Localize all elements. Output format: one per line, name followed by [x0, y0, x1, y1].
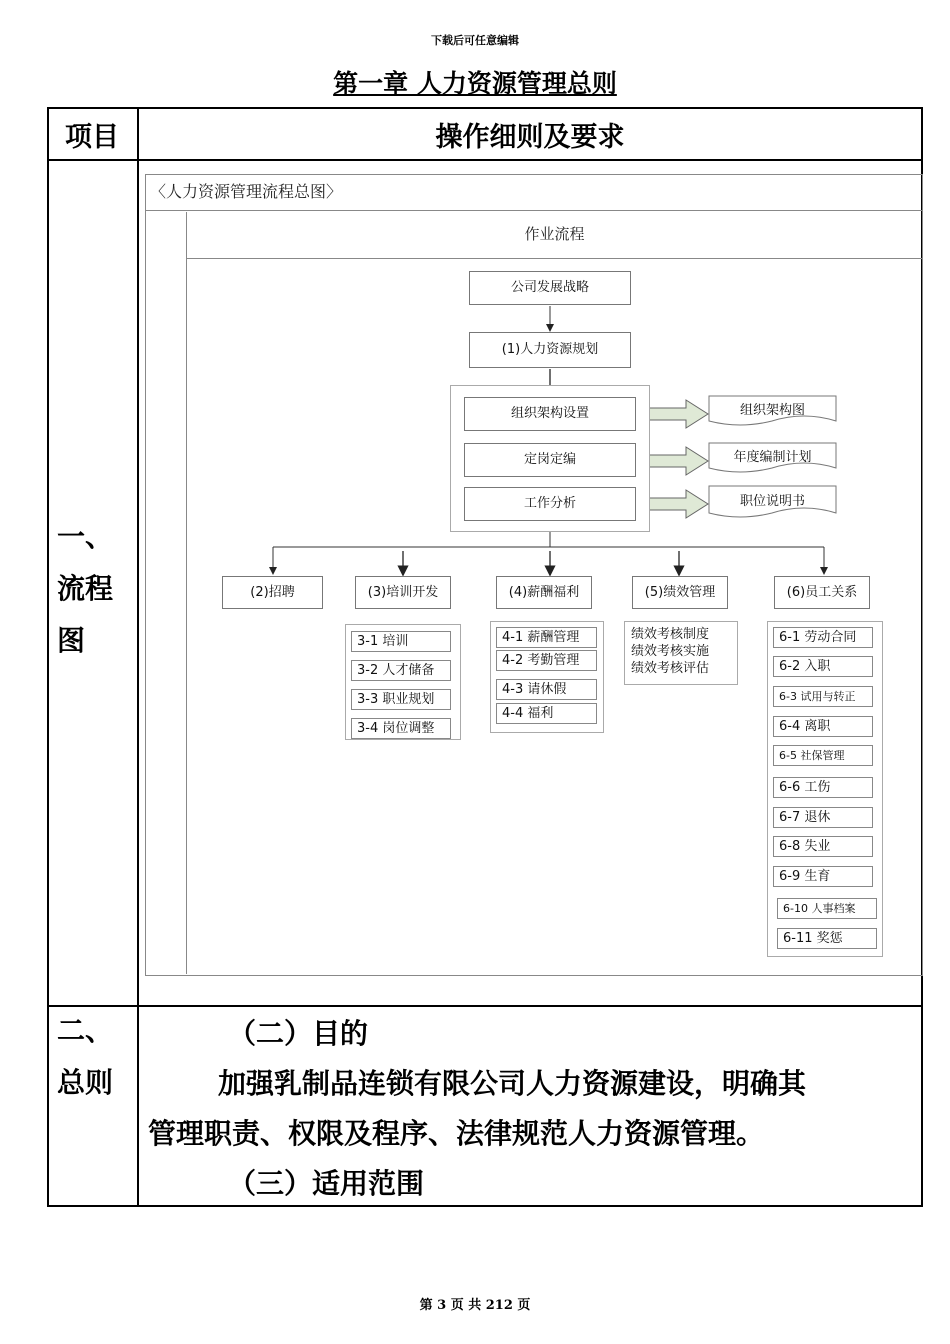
page-footer: 第 3 页 共 212 页 — [419, 1298, 531, 1313]
section2-label-line: 总则 — [57, 1066, 114, 1099]
list-item: 绩效考核实施 — [631, 644, 710, 659]
list-item: 6-3 试用与转正 — [773, 686, 873, 707]
section1-label — [57, 511, 137, 667]
chapter-title-text: 第一章 人力资源管理总则 — [333, 69, 617, 98]
box-performance: (5)绩效管理 — [632, 576, 728, 609]
box-employee-relations: (6)员工关系 — [774, 576, 870, 609]
list-item: 3-3 职业规划 — [351, 689, 451, 710]
list-item: 6-10 人事档案 — [777, 898, 877, 919]
training-items — [345, 624, 461, 740]
list-item: 4-1 薪酬管理 — [496, 627, 597, 648]
list-item: 6-4 离职 — [773, 716, 873, 737]
table-border-top — [47, 107, 923, 109]
doc-org-chart: 组织架构图 — [739, 403, 805, 418]
box-recruitment: (2)招聘 — [222, 576, 323, 609]
list-item: 4-4 福利 — [496, 703, 597, 724]
chapter-title — [0, 64, 950, 100]
doc-annual-staffing-plan: 年度编制计划 — [733, 450, 812, 465]
list-item: 3-4 岗位调整 — [351, 718, 451, 739]
table-column-divider — [137, 107, 139, 1207]
section2-heading-purpose: （二）目的 — [228, 1017, 369, 1050]
section2-label-line: 二、 — [57, 1014, 114, 1047]
column-header-detail: 操作细则及要求 — [435, 122, 625, 153]
box-job-analysis: 工作分析 — [464, 487, 636, 521]
section2-paragraph-line: 管理职责、权限及程序、法律规范人力资源管理。 — [148, 1117, 765, 1150]
list-item: 6-6 工伤 — [773, 777, 873, 798]
list-item: 6-1 劳动合同 — [773, 627, 873, 648]
header-note: 下载后可任意编辑 — [431, 34, 519, 47]
flowchart — [145, 174, 923, 976]
table-border-bottom — [47, 1205, 923, 1207]
section2-paragraph-line: 加强乳制品连锁有限公司人力资源建设，明确其 — [218, 1067, 807, 1100]
section1-label-line: 图 — [57, 624, 86, 657]
section2-label — [57, 1005, 137, 1109]
table-row-divider — [47, 1005, 923, 1007]
swimlane-header: 作业流程 — [187, 212, 922, 259]
section1-label-line: 一、 — [57, 520, 114, 553]
list-item: 6-7 退休 — [773, 807, 873, 828]
doc-job-description: 职位说明书 — [739, 494, 805, 509]
list-item: 3-1 培训 — [351, 631, 451, 652]
list-item: 4-3 请休假 — [496, 679, 597, 700]
list-item: 6-9 生育 — [773, 866, 873, 887]
list-item: 绩效考核制度 — [631, 627, 710, 642]
section1-label-line: 流程 — [57, 572, 114, 605]
box-compensation: (4)薪酬福利 — [496, 576, 592, 609]
list-item: 6-8 失业 — [773, 836, 873, 857]
list-item: 6-2 入职 — [773, 656, 873, 677]
box-hr-planning: (1)人力资源规划 — [469, 332, 631, 368]
box-org-structure: 组织架构设置 — [464, 397, 636, 431]
section2-heading-scope: （三）适用范围 — [228, 1167, 425, 1200]
list-item: 6-11 奖惩 — [777, 928, 877, 949]
list-item: 绩效考核评估 — [631, 661, 710, 676]
employee-relations-items — [767, 621, 883, 957]
list-item: 4-2 考勤管理 — [496, 650, 597, 671]
list-item: 3-2 人才储备 — [351, 660, 451, 681]
box-company-strategy: 公司发展战略 — [469, 271, 631, 305]
table-border-left — [47, 107, 49, 1207]
column-header-item: 项目 — [65, 122, 119, 153]
performance-items — [624, 621, 738, 685]
box-training: (3)培训开发 — [355, 576, 451, 609]
box-staffing: 定岗定编 — [464, 443, 636, 477]
table-header-divider — [47, 159, 923, 161]
flowchart-title: 〈人力资源管理流程总图〉 — [146, 175, 922, 211]
compensation-items — [490, 621, 604, 733]
list-item: 6-5 社保管理 — [773, 745, 873, 766]
